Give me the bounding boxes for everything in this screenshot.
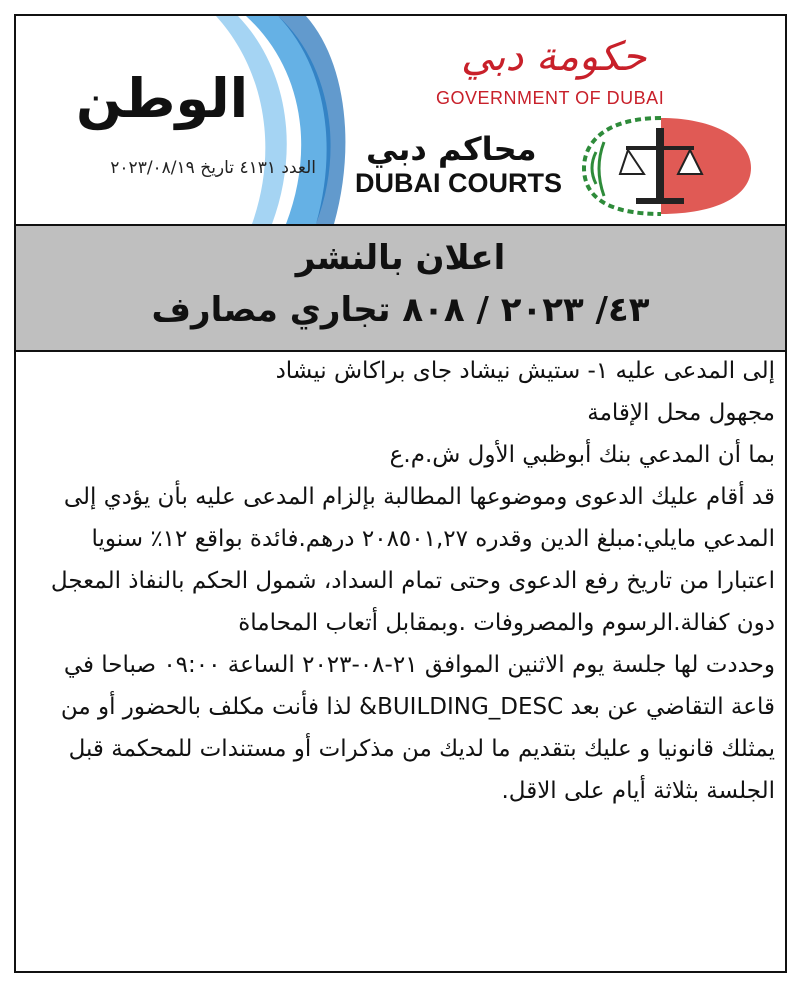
issue-number-date: العدد ٤١٣١ تاريخ ٢٠٢٣/٠٨/١٩ <box>110 158 316 178</box>
newspaper-name: الوطن <box>76 67 249 130</box>
paragraph-plaintiff: بما أن المدعي بنك أبوظبي الأول ش.م.ع <box>389 442 775 468</box>
courts-name-arabic: محاكم دبي <box>366 130 537 168</box>
notice-body <box>28 350 775 812</box>
dubai-courts-emblem-icon <box>566 112 756 218</box>
courts-name-english: DUBAI COURTS <box>355 168 562 198</box>
government-name-arabic: حكومة دبي <box>461 34 647 80</box>
notice-frame <box>14 14 787 973</box>
government-name-english: GOVERNMENT OF DUBAI <box>436 88 665 108</box>
paragraph-claim: قد أقام عليك الدعوى وموضوعها المطالبة بإلزام المدعى عليه بأن يؤدي إلى المدعي مايلي:مبلغ الدين وقدره ٢٠٨٥٠١,٢٧ درهم.فائدة بواقع ١٢٪ سنويا اعتبارا من تاريخ رفع الدعوى وحتى تمام السداد، شمول الحكم بالنفاذ المعجل دون كفالة.الرسوم والمصروفات .وبمقابل أتعاب المحاماة <box>50 484 775 636</box>
notice-title-band <box>16 224 785 352</box>
case-number: ٤٣/ ٢٠٢٣ / ٨٠٨ تجاري مصارف <box>151 290 650 330</box>
header <box>16 16 785 224</box>
paragraph-hearing: وحددت لها جلسة يوم الاثنين الموافق ٢١-٠٨-٢٠٢٣ الساعة ٠٩:٠٠ صباحا في قاعة التقاضي عن بعد BUILDING_DESC& لذا فأنت مكلف بالحضور أو من يمثلك قانونيا و عليك بتقديم ما لديك من مذكرات أو مستندات للمحكمة قبل الجلسة بثلاثة أيام على الاقل. <box>60 652 775 804</box>
paragraph-defendant: إلى المدعى عليه ١- ستيش نيشاد جاى براكاش نيشاد <box>275 358 775 384</box>
notice-title: اعلان بالنشر <box>295 238 506 278</box>
paragraph-residence: مجهول محل الإقامة <box>587 400 775 426</box>
